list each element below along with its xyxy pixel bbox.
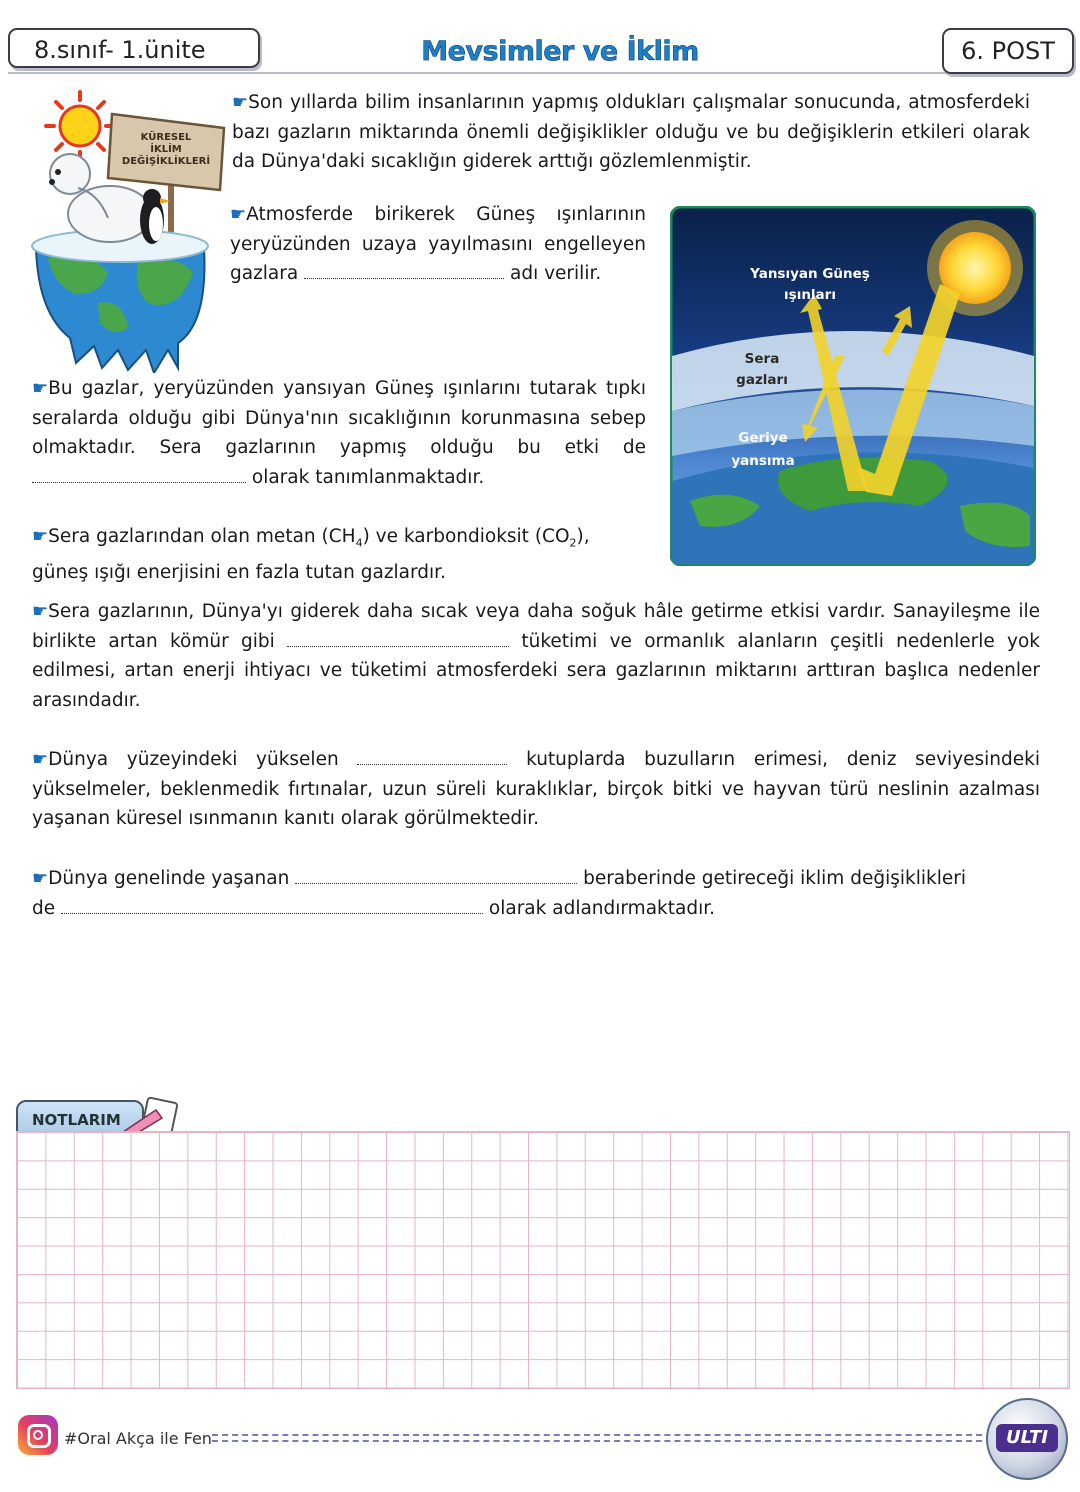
unit-label-tab xyxy=(8,28,260,68)
co2-subscript: 2 xyxy=(569,536,577,550)
hand-pointer-icon: ☛ xyxy=(32,601,49,622)
paragraph-2 xyxy=(230,200,646,289)
page-title: Mevsimler ve İklim xyxy=(421,36,699,67)
hand-pointer-icon: ☛ xyxy=(32,868,49,889)
paragraph-4-text-d: güneş ışığı enerjisini en fazla tutan gazlardır. xyxy=(32,562,446,584)
paragraph-4-text-c: ), xyxy=(576,526,590,547)
answer-blank-1[interactable] xyxy=(304,260,504,279)
paragraph-7-end: olarak adlandırmaktadır. xyxy=(488,897,716,919)
paragraph-3 xyxy=(32,374,646,492)
paragraph-7-text: Dünya genelinde yaşanan xyxy=(48,868,290,889)
back-reflection-label-2: yansıma xyxy=(731,453,795,469)
paragraph-7-mid: beraberinde getireceği iklim değişiklikleri xyxy=(583,868,966,889)
instagram-icon xyxy=(18,1415,58,1455)
sun-icon xyxy=(46,92,114,160)
notes-label: NOTLARIM xyxy=(32,1111,121,1129)
paragraph-6-text: Dünya yüzeyindeki yükselen xyxy=(48,749,339,770)
paragraph-2-end: adı verilir. xyxy=(510,263,602,284)
hand-pointer-icon: ☛ xyxy=(32,378,49,399)
methane-subscript: 4 xyxy=(355,536,363,550)
paragraph-7 xyxy=(32,864,1040,923)
paragraph-4-text-a: Sera gazlarından olan metan (CH xyxy=(48,526,356,547)
hand-pointer-icon: ☛ xyxy=(232,92,249,113)
hand-pointer-icon: ☛ xyxy=(32,749,49,770)
ulti-logo xyxy=(986,1398,1068,1480)
paragraph-1-text: Son yıllarda bilim insanlarının yapmış oldukları çalışmalar sonucunda, atmosferdeki bazı gazların miktarında önemli değişiklikler olduğu ve bu değişiklerin etkileri olarak da Dünya'daki sıcaklığın giderek arttığı gözlemlenmiştir. xyxy=(232,92,1030,172)
paragraph-1 xyxy=(232,88,1030,177)
reflected-rays-label-2: ışınları xyxy=(784,287,836,303)
paragraph-2-text: Atmosferde birikerek Güneş ışınlarının yeryüzünden uzaya yayılmasını engelleyen gazlara xyxy=(230,204,646,284)
greenhouse-gases-label-2: gazları xyxy=(736,372,788,388)
paragraph-7-de: de xyxy=(32,897,56,919)
footer-handle: #Oral Akça ile Fen xyxy=(64,1429,212,1448)
answer-blank-5[interactable] xyxy=(295,865,577,884)
paragraph-6-end: kutuplarda buzulların erimesi, deniz seviyesindeki yükselmeler, beklenmedik fırtınalar, uzun süreli kuraklıklar, birçok bitki ve hayvan türü neslinin azalması yaşanan küresel ısınmanın kanıtı olarak görülmektedir. xyxy=(32,749,1040,829)
answer-blank-4[interactable] xyxy=(357,746,507,765)
paragraph-5-end: tüketimi ve ormanlık alanların çeşitli nedenlerle yok edilmesi, artan enerji ihtiyacı ve tüketimi atmosferdeki sera gazlarının miktarını arttıran başlıca nedenler arasındadır. xyxy=(32,630,1040,711)
answer-blank-2[interactable] xyxy=(32,464,246,483)
sign-text-1: KÜRESEL xyxy=(140,132,192,143)
paragraph-5-text: Sera gazlarının, Dünya'yı giderek daha sıcak veya daha soğuk hâle getirme etkisi vardır. Sanayileşme ile birlikte artan kömür gibi xyxy=(32,601,1040,652)
paragraph-5 xyxy=(32,597,1040,715)
paragraph-6 xyxy=(32,745,1040,834)
page-label: 6. POST xyxy=(961,37,1055,65)
paragraph-3-end: olarak tanımlanmaktadır. xyxy=(251,466,485,488)
paragraph-3-text: Bu gazlar, yeryüzünden yansıyan Güneş ışınlarını tutarak tıpkı seralarda olduğu gibi Dünya'nın sıcaklığının korunmasına sebep olmaktadır. Sera gazlarının yapmış olduğu bu etki de xyxy=(32,378,646,458)
header-rule xyxy=(8,72,1070,74)
page-label-tab xyxy=(942,28,1074,74)
hand-pointer-icon: ☛ xyxy=(230,204,247,225)
greenhouse-effect-diagram xyxy=(670,206,1036,566)
paragraph-4-text-b: ) ve karbondioksit (CO xyxy=(362,526,570,547)
hand-pointer-icon: ☛ xyxy=(32,526,49,547)
back-reflection-label-1: Geriye xyxy=(738,430,788,446)
melting-globe xyxy=(32,230,208,373)
answer-blank-6[interactable] xyxy=(61,895,483,914)
paragraph-4 xyxy=(32,522,662,588)
footer-dashed-line xyxy=(212,1434,982,1442)
notes-grid[interactable] xyxy=(16,1131,1070,1389)
climate-change-cartoon xyxy=(28,88,228,373)
ulti-logo-text: ULTI xyxy=(996,1424,1058,1452)
sign-text-3: DEĞİŞİKLİKLERİ xyxy=(121,156,211,167)
greenhouse-gases-label-1: Sera xyxy=(744,351,780,367)
reflected-rays-label-1: Yansıyan Güneş xyxy=(750,266,870,282)
unit-label: 8.sınıf- 1.ünite xyxy=(34,36,206,64)
answer-blank-3[interactable] xyxy=(287,628,509,647)
sign-text-2: İKLİM xyxy=(150,144,182,155)
